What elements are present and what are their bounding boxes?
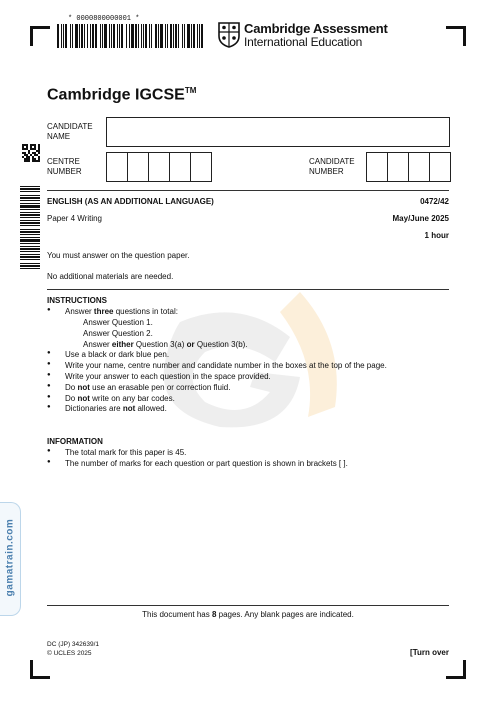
- instruction-item: ● Answer three questions in total:: [47, 307, 178, 316]
- barcode-bar: [119, 24, 120, 48]
- barcode-bar: [173, 24, 174, 48]
- barcode-bar: [20, 263, 40, 264]
- barcode-bar: [135, 24, 137, 48]
- barcode-bar: [20, 229, 40, 230]
- barcode-bar: [201, 24, 203, 48]
- barcode-bar: [20, 265, 40, 267]
- exam-duration: 1 hour: [424, 231, 449, 240]
- barcode-bar: [20, 222, 40, 224]
- digit-box[interactable]: [430, 153, 450, 181]
- barcode-bar: [20, 231, 40, 233]
- bullet-icon: ●: [47, 459, 51, 465]
- barcode-bar: [193, 24, 195, 48]
- watermark-side-text: gamatrain.com: [4, 518, 16, 597]
- corner-mark-top-left: [30, 26, 33, 46]
- bullet-icon: ●: [47, 372, 51, 378]
- top-barcode: [57, 24, 204, 48]
- barcode-bar: [20, 256, 40, 258]
- barcode-bar: [167, 24, 168, 48]
- paper-name: Paper 4 Writing: [47, 214, 102, 223]
- barcode-bar: [20, 191, 40, 192]
- barcode-bar: [70, 24, 71, 48]
- barcode-bar: [20, 200, 40, 201]
- dc-code: DC (JP) 342639/1: [47, 641, 100, 648]
- barcode-bar: [184, 24, 185, 48]
- digit-box[interactable]: [409, 153, 430, 181]
- corner-mark-bottom-right: [446, 676, 466, 679]
- bullet-icon: ●: [47, 361, 51, 367]
- barcode-bar: [145, 24, 147, 48]
- bullet-icon: ●: [47, 350, 51, 356]
- bullet-icon: ●: [47, 383, 51, 389]
- cambridge-shield-icon: [218, 22, 240, 53]
- corner-mark-bottom-left: [30, 676, 50, 679]
- barcode-bar: [178, 24, 179, 48]
- page-count-note: This document has 8 pages. Any blank pages are indicated.: [142, 610, 354, 619]
- barcode-bar: [104, 24, 107, 48]
- barcode-bar: [20, 186, 40, 187]
- barcode-bar: [92, 24, 94, 48]
- digit-box[interactable]: [149, 153, 170, 181]
- barcode-bar: [197, 24, 198, 48]
- barcode-bar: [87, 24, 88, 48]
- barcode-bar: [20, 205, 40, 208]
- instruction-item: ● Write your name, centre number and candidate number in the boxes at the top of the page.: [47, 361, 387, 370]
- barcode-bar: [65, 24, 67, 48]
- paper-code: 0472/42: [420, 197, 449, 206]
- barcode-bar: [199, 24, 200, 48]
- copyright: © UCLES 2025: [47, 650, 92, 657]
- instruction-subitem: Answer Question 2.: [83, 329, 153, 338]
- barcode-bar: [170, 24, 172, 48]
- barcode-bar: [20, 259, 40, 260]
- note-answer-on-paper: You must answer on the question paper.: [47, 251, 190, 260]
- information-heading: INFORMATION: [47, 437, 103, 446]
- barcode-bar: [109, 24, 110, 48]
- barcode-bar: [20, 188, 40, 190]
- information-item: ● The total mark for this paper is 45.: [47, 448, 187, 457]
- barcode-bar: [126, 24, 127, 48]
- org-name-line1: Cambridge Assessment: [244, 21, 388, 36]
- barcode-bar: [100, 24, 101, 48]
- barcode-bar: [63, 24, 64, 48]
- digit-box[interactable]: [367, 153, 388, 181]
- barcode-bar: [117, 24, 118, 48]
- trademark: TM: [184, 86, 197, 95]
- barcode-bar: [191, 24, 192, 48]
- side-barcode: [20, 186, 40, 278]
- barcode-bar: [20, 254, 40, 255]
- barcode-bar: [20, 248, 40, 250]
- barcode-bar: [165, 24, 166, 48]
- barcode-bar: [20, 243, 40, 244]
- barcode-bar: [175, 24, 177, 48]
- qr-code: [22, 144, 40, 162]
- bullet-icon: ●: [47, 404, 51, 410]
- barcode-bar: [20, 217, 40, 218]
- turn-over: [Turn over: [410, 648, 449, 657]
- corner-mark-top-left: [30, 26, 50, 29]
- barcode-bar: [141, 24, 142, 48]
- candidate-number-boxes[interactable]: [366, 152, 451, 182]
- centre-number-boxes[interactable]: [106, 152, 212, 182]
- barcode-bar: [129, 24, 130, 48]
- barcode-bar: [20, 214, 40, 216]
- barcode-bar: [111, 24, 112, 48]
- barcode-bar: [20, 239, 40, 242]
- instruction-subitem: Answer either Question 3(a) or Question 3(b).: [83, 340, 248, 349]
- divider: [47, 190, 449, 191]
- digit-box[interactable]: [107, 153, 128, 181]
- instruction-subitem: Answer Question 1.: [83, 318, 153, 327]
- barcode-bar: [138, 24, 139, 48]
- corner-mark-top-right: [463, 26, 466, 46]
- barcode-bar: [20, 246, 40, 247]
- bullet-icon: ●: [47, 448, 51, 454]
- exam-session: May/June 2025: [392, 214, 449, 223]
- barcode-bar: [90, 24, 91, 48]
- note-no-materials: No additional materials are needed.: [47, 272, 174, 281]
- barcode-bar: [20, 209, 40, 210]
- barcode-bar: [20, 197, 40, 199]
- divider: [47, 605, 449, 606]
- barcode-bar: [131, 24, 134, 48]
- candidate-number-label: CANDIDATE NUMBER: [309, 157, 355, 176]
- centre-number-label: CENTRE NUMBER: [47, 157, 82, 176]
- org-name-line2: International Education: [244, 35, 363, 49]
- instruction-item: ● Use a black or dark blue pen.: [47, 350, 170, 359]
- barcode-bar: [20, 268, 40, 269]
- barcode-text: * 0000800000001 *: [68, 15, 140, 23]
- barcode-bar: [151, 24, 152, 48]
- barcode-bar: [20, 203, 40, 204]
- barcode-bar: [187, 24, 190, 48]
- barcode-bar: [160, 24, 163, 48]
- barcode-bar: [57, 24, 59, 48]
- digit-box[interactable]: [128, 153, 149, 181]
- instruction-item: ● Do not use an erasable pen or correction fluid.: [47, 383, 231, 392]
- barcode-bar: [20, 237, 40, 238]
- digit-box[interactable]: [170, 153, 191, 181]
- barcode-bar: [75, 24, 78, 48]
- corner-mark-top-right: [446, 26, 466, 29]
- barcode-bar: [20, 195, 40, 196]
- digit-box[interactable]: [191, 153, 211, 181]
- barcode-bar: [79, 24, 80, 48]
- barcode-bar: [113, 24, 115, 48]
- barcode-bar: [143, 24, 144, 48]
- barcode-bar: [72, 24, 73, 48]
- instruction-item: ● Dictionaries are not allowed.: [47, 404, 167, 413]
- barcode-bar: [149, 24, 150, 48]
- barcode-bar: [84, 24, 85, 48]
- barcode-bar: [158, 24, 159, 48]
- candidate-name-box[interactable]: [106, 117, 450, 147]
- barcode-bar: [102, 24, 103, 48]
- bullet-icon: ●: [47, 307, 51, 313]
- digit-box[interactable]: [388, 153, 409, 181]
- barcode-bar: [20, 234, 40, 235]
- barcode-bar: [20, 220, 40, 221]
- barcode-bar: [20, 225, 40, 226]
- barcode-bar: [95, 24, 97, 48]
- candidate-name-label: CANDIDATE NAME: [47, 122, 93, 141]
- barcode-bar: [182, 24, 183, 48]
- barcode-bar: [121, 24, 123, 48]
- barcode-bar: [81, 24, 83, 48]
- barcode-bar: [61, 24, 62, 48]
- subject-title: ENGLISH (AS AN ADDITIONAL LANGUAGE): [47, 197, 214, 206]
- qr-module: [38, 160, 40, 162]
- page-title-text: Cambridge IGCSE: [47, 86, 185, 104]
- instruction-item: ● Write your answer to each question in the space provided.: [47, 372, 271, 381]
- barcode-bar: [155, 24, 157, 48]
- information-item: ● The number of marks for each question or part question is shown in brackets [ ].: [47, 459, 348, 468]
- barcode-bar: [20, 212, 40, 213]
- page-title: [47, 86, 196, 104]
- watermark-logo: [150, 282, 360, 437]
- instructions-heading: INSTRUCTIONS: [47, 296, 107, 305]
- bullet-icon: ●: [47, 394, 51, 400]
- barcode-bar: [20, 251, 40, 252]
- instruction-item: ● Do not write on any bar codes.: [47, 394, 175, 403]
